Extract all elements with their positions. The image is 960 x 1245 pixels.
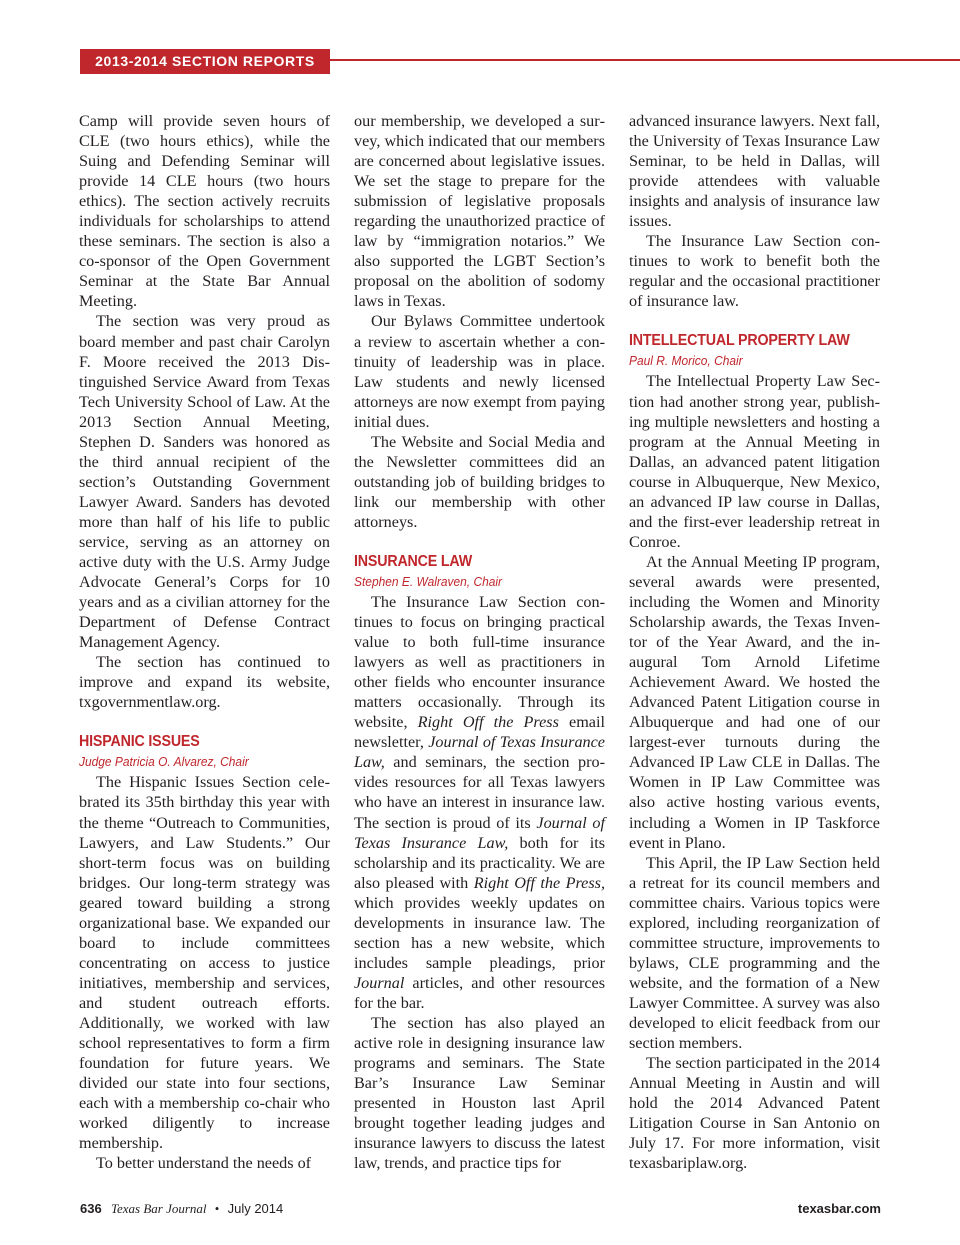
header-rule	[330, 59, 960, 61]
section-chair: Judge Patricia O. Alvarez, Chair	[79, 754, 249, 770]
section-heading: INTELLECTUAL PROPERTY LAW	[629, 332, 850, 350]
page-number: 636	[80, 1201, 102, 1216]
publication-title: Journal	[354, 973, 405, 992]
section-chair: Stephen E. Walraven, Chair	[354, 573, 503, 589]
paragraph: The section has also played an active role in designing insurance law programs and seminars. The State Bar’s Insurance Law Seminar presented in Houston last April brought together leading judges and insurance lawyers to discuss the latest law, trends, and practice tips for	[354, 1013, 605, 1173]
text-run: and seminars, the section provides resources for all Texas lawyers who have an interest in insurance law. The section is proud of its	[354, 753, 606, 832]
paragraph	[354, 592, 605, 1013]
paragraph: The Intellectual Property Law Section had another strong year, publishing multiple newsletters and hosting a program at the Annual Meeting in Dallas, an advanced patent litigation course in Albuquerque, New Mexico, an advanced IP law course in Dallas, and the first-ever leadership retreat in Conroe.	[629, 372, 880, 551]
paragraph: The section participated in the 2014 Annual Meeting in Austin and will hold the 2014 Advanced Patent Litigation Course in San Antonio on July 17. For more information, visit texasbariplaw.org.	[629, 1054, 880, 1173]
text-run: both for its scholarship and its practicality. We are also pleased with	[354, 833, 605, 892]
paragraph: The section has continued to improve and expand its website, txgovernmentlaw.org.	[79, 653, 330, 712]
text-run: which provides weekly updates on developments in insurance law. The section has a new website, which includes sample pleadings, prior	[354, 893, 605, 972]
paragraph: This April, the IP Law Section held a retreat for its council members and committee chairs. Various topics were explored, including reorganization of committee structure, improvements to bylaws, CLE programming and the website, and the formation of a New Lawyer Committee. A survey was also developed to elicit feedback from our section members.	[629, 853, 880, 1053]
paragraph: The Hispanic Issues Section celebrated its 35th birthday this year with the theme “Outreach to Communities, Lawyers, and Law Students.” Our short-term focus was on building bridges. Our long-term strategy was geared toward building a strong organizational base. We expanded our board to include committees concentrating on access to justice initiatives, membership and services, and student outreach efforts. Additionally, we worked with law school representatives to form a firm foundation for future years. We divided our state into four sections, each with a membership co-chair who worked diligently to increase membership.	[79, 773, 330, 1153]
paragraph: The Insurance Law Section continues to work to benefit both the regular and the occasional practitioner of insurance law.	[629, 232, 880, 311]
issue-date: July 2014	[227, 1201, 284, 1216]
paragraph: The section was very proud as board member and past chair Carolyn F. Moore received the 2013 Distinguished Service Award from Texas Tech University School of Law. At the 2013 Section Annual Meeting, Stephen D. Sanders was honored as the third annual recipient of the section’s Outstanding Government Lawyer Award. Sanders has devoted more than half of his life to public service, serving as an attorney on active duty with the U.S. Army Judge Advocate General’s Corps for 10 years and as a civilian attorney for the Department of Defense Contract Management Agency.	[79, 312, 330, 652]
column-1	[79, 111, 330, 1173]
section-heading: INSURANCE LAW	[354, 552, 473, 570]
section-heading: HISPANIC ISSUES	[79, 733, 200, 751]
paragraph: Camp will provide seven hours of CLE (two hours ethics), while the Suing and Defending Seminar will provide 14 CLE hours (two hours ethics). The section actively recruits individuals for scholarships to attend these seminars. The section is also a co-sponsor of the Open Government Seminar at the State Bar Annual Meeting.	[79, 112, 330, 311]
bullet-separator: •	[214, 1201, 220, 1216]
paragraph: Our Bylaws Committee undertook a review to ascertain whether a continuity of leadership was in place. Law students and newly licensed attorneys are now exempt from paying initial dues.	[354, 312, 605, 431]
footer-folio	[80, 1201, 283, 1217]
journal-name: Texas Bar Journal	[110, 1201, 207, 1216]
publication-title: Right Off the Press	[417, 713, 559, 732]
section-banner: 2013-2014 SECTION REPORTS	[80, 49, 330, 74]
paragraph: advanced insurance lawyers. Next fall, the University of Texas Insurance Law Seminar, to be held in Dallas, will provide attendees with valuable insights and analysis of insurance law issues.	[629, 112, 880, 231]
text-run: The Insurance Law Section continues to focus on bringing practical value to both full-time insurance lawyers as well as practitioners in other fields who encounter insurance matters occasionally. Through its website,	[354, 592, 605, 732]
footer-website: texasbar.com	[797, 1201, 881, 1216]
column-2	[354, 111, 605, 1173]
section-chair: Paul R. Morico, Chair	[629, 353, 743, 369]
paragraph: The Website and Social Media and the Newsletter committees did an outstanding job of building bridges to link our membership with other attorneys.	[354, 432, 605, 531]
paragraph: At the Annual Meeting IP program, several awards were presented, including the Women and Minority Scholarship awards, the Texas Inventor of the Year Award, and the inaugural Tom Arnold Lifetime Achievement Award. We hosted the Advanced Patent Litigation course in Albuquerque and had one of our largest-ever turnouts during the Advanced IP Law CLE in Dallas. The Women in IP Law Committee was also active hosting various events, including a Women in IP Taskforce event in Plano.	[629, 552, 880, 852]
column-3	[629, 111, 880, 1173]
publication-title: Right Off the Press,	[473, 873, 606, 892]
text-run: email newsletter,	[354, 713, 605, 752]
paragraph: our membership, we developed a survey, which indicated that our members are concerned about legislative issues. We set the stage to prepare for the submission of legislative proposals regarding the unauthorized practice of law by “immigration notarios.” We also supported the LGBT Section’s proposal on the abolition of sodomy laws in Texas.	[354, 112, 605, 311]
publication-title: Journal of Texas Insurance Law,	[354, 813, 606, 852]
text-run: articles, and other resources for the bar.	[354, 973, 605, 1012]
paragraph: To better understand the needs of	[96, 1154, 312, 1173]
publication-title: Journal of Texas Insurance Law,	[354, 733, 605, 772]
